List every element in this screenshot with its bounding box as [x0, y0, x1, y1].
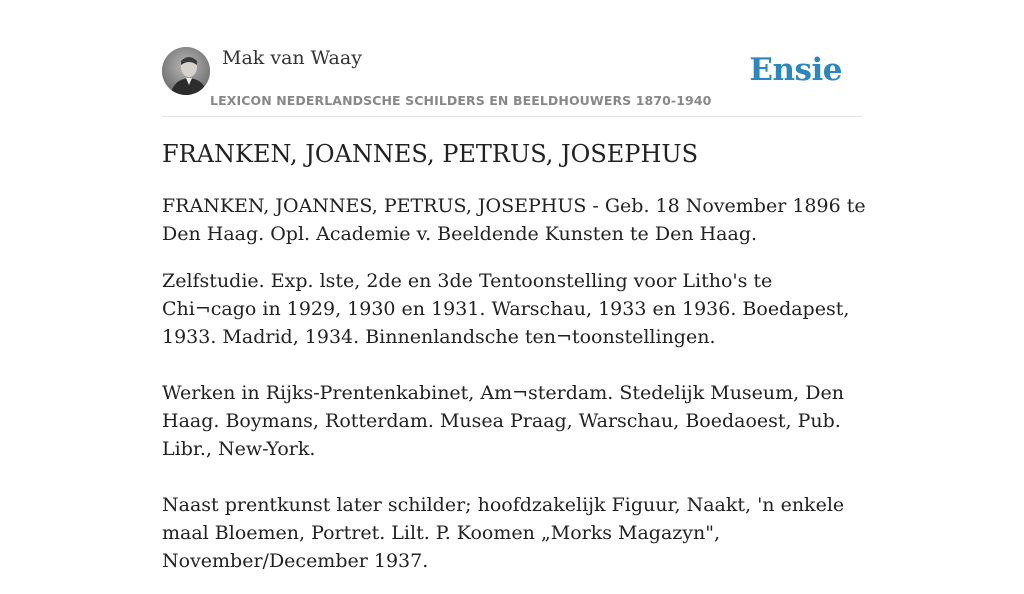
- article-paragraph: FRANKEN, JOANNES, PETRUS, JOSEPHUS - Geb. 18 November 1896 te Den Haag. Opl. Academie v. Beeldende Kunsten te Den Haag.: [162, 195, 866, 245]
- article-paragraph: Zelfstudie. Exp. lste, 2de en 3de Tentoonstelling voor Litho's te Chi¬cago in 1929, 1930 en 1931. Warschau, 1933 en 1936. Boedapest, 1933. Madrid, 1934. Binnenlandsche ten¬toonstellingen. Werken in Rijks-Prentenkabinet, Am¬sterdam. Stedelijk Museum, Den Haag. Boymans, Rotterdam. Musea Praag, Warschau, Boedaoest, Pub. Libr., New-York. Naast prentkunst later schilder; hoofdzakelijk Figuur, Naakt, 'n enkele maal Bloemen, Portret. Lilt. P. Koomen „Morks Magazyn", November/December 1937.: [162, 270, 850, 572]
- article-body: [162, 192, 872, 594]
- author-name[interactable]: Mak van Waay: [222, 47, 362, 69]
- brand-logo[interactable]: Ensie: [749, 52, 842, 88]
- article-header: [162, 46, 862, 117]
- article-title: FRANKEN, JOANNES, PETRUS, JOSEPHUS: [162, 140, 699, 168]
- source-title[interactable]: LEXICON NEDERLANDSCHE SCHILDERS EN BEELDHOUWERS 1870-1940: [210, 93, 712, 108]
- author-avatar[interactable]: [162, 47, 210, 95]
